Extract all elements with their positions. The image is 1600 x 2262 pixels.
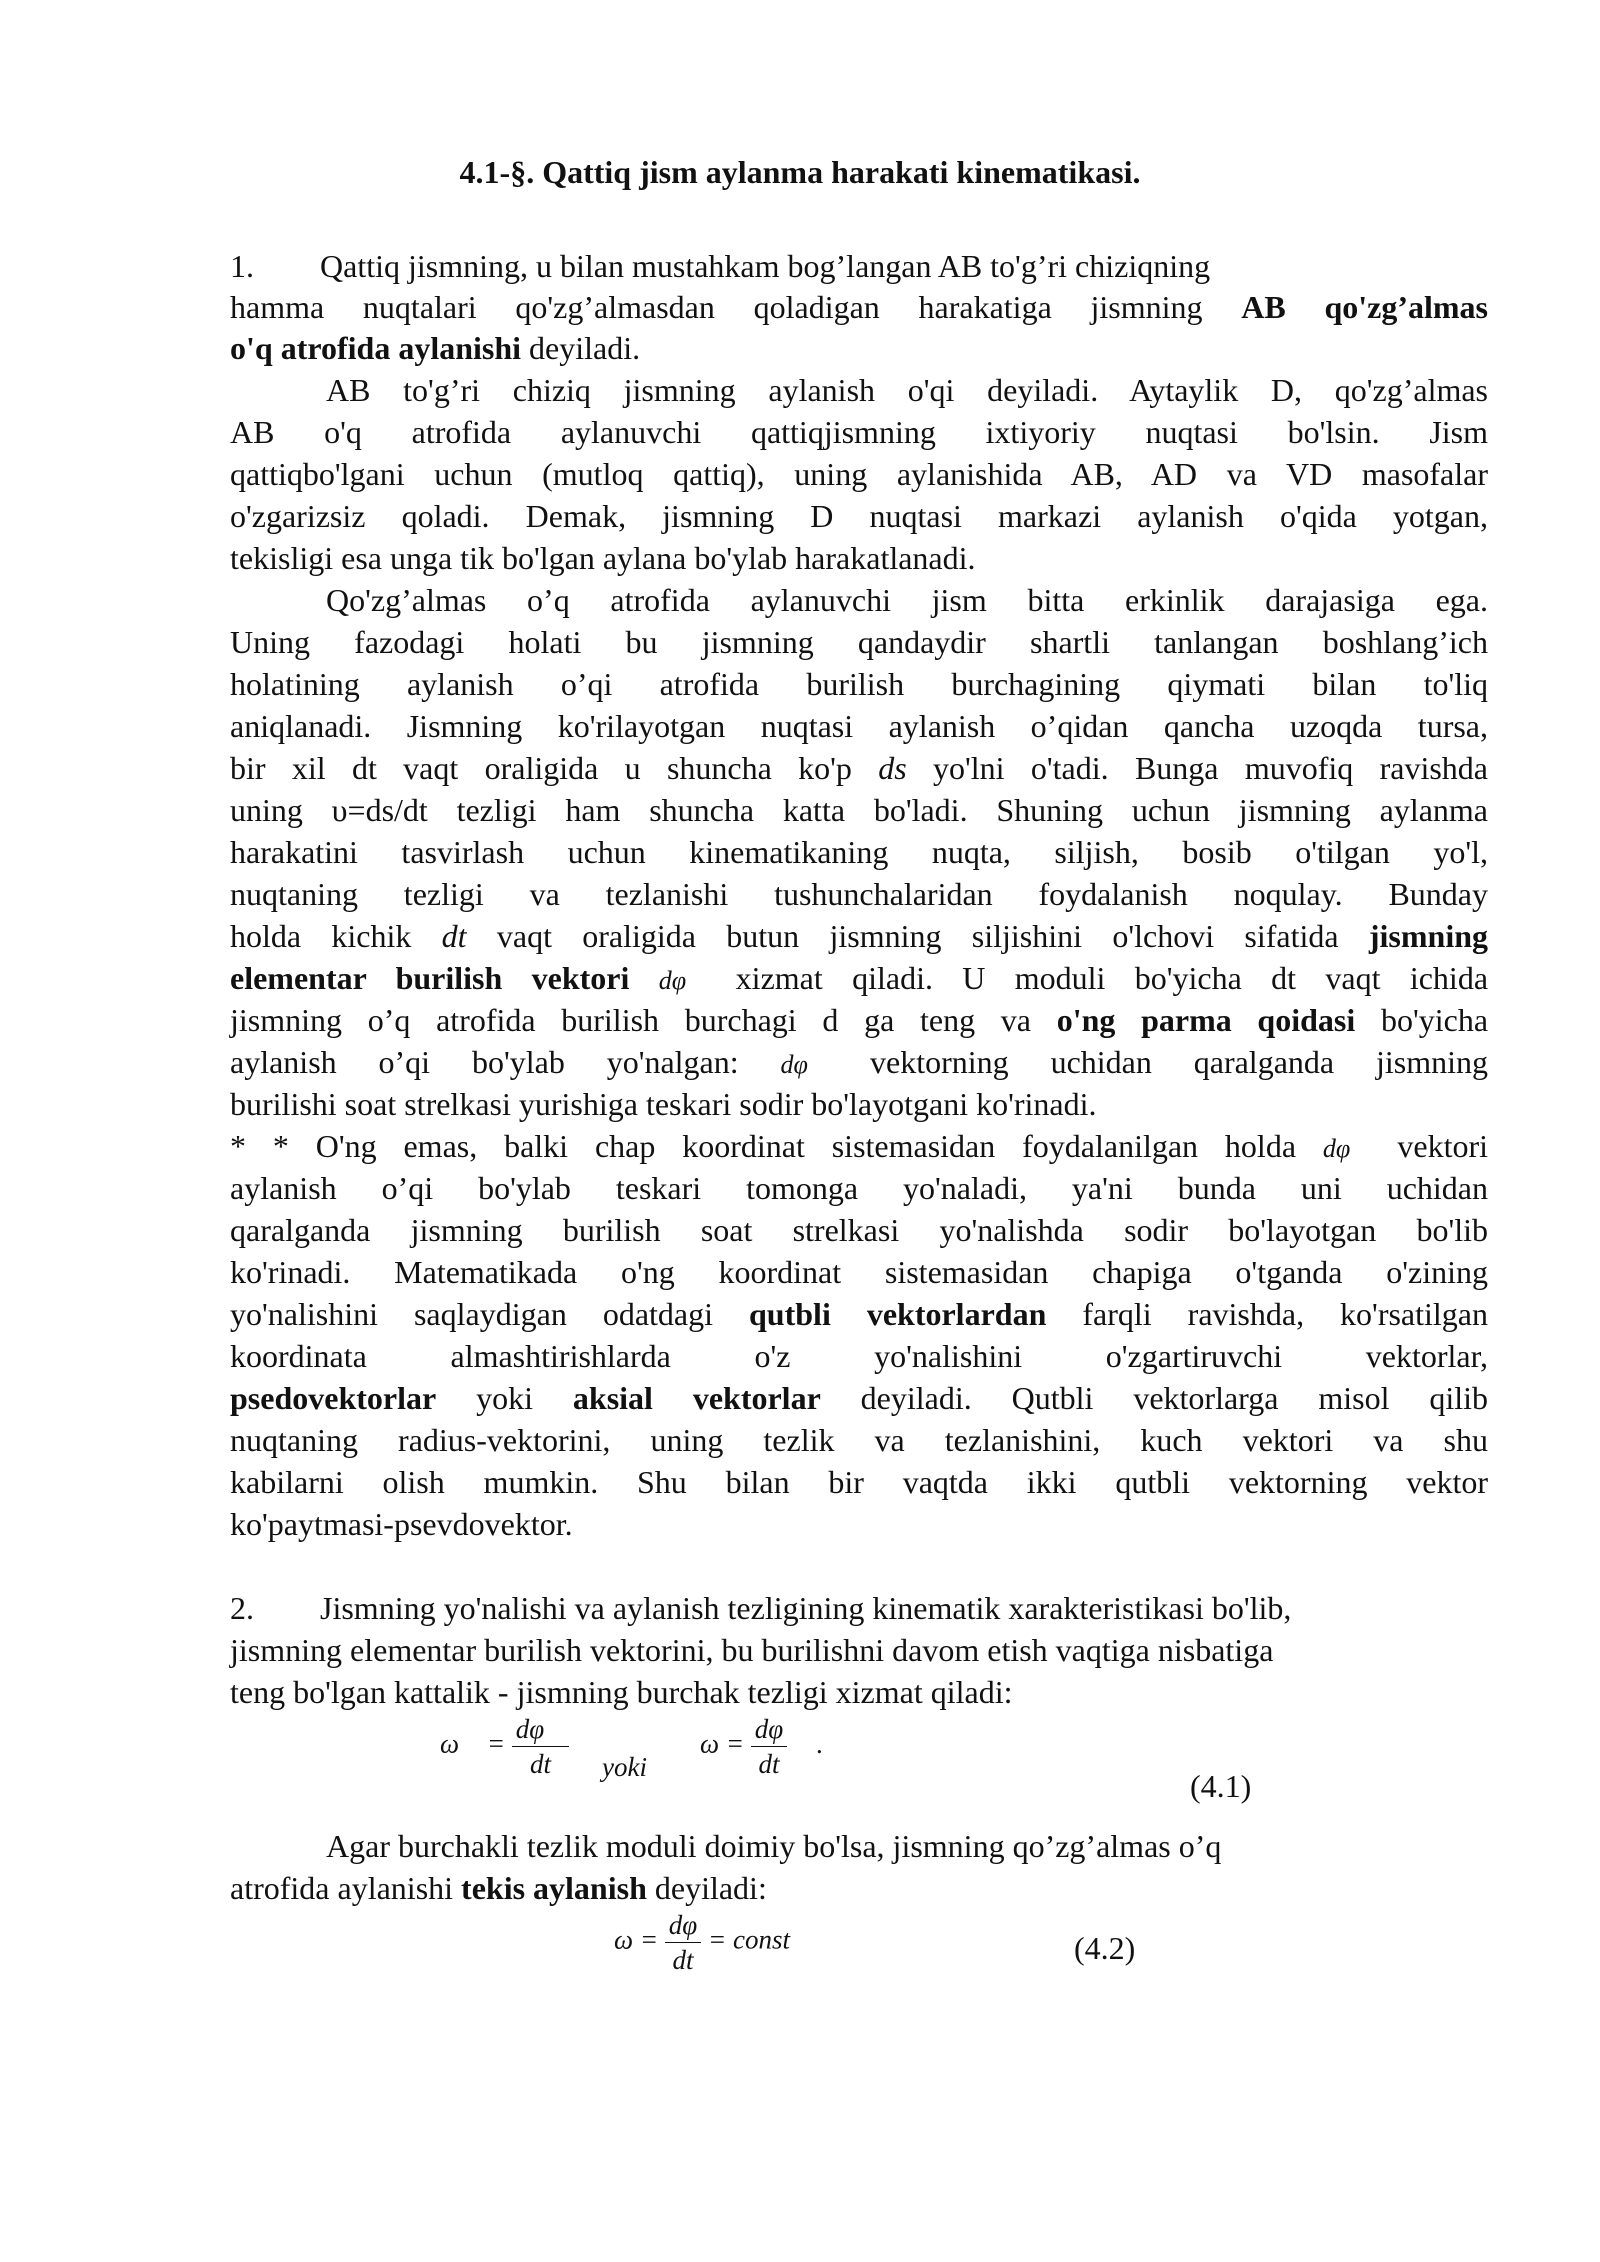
text: * * O'ng emas, balki chap koordinat sistemasidan foydalanilgan holda [230,1128,1297,1164]
p4-line-6: koordinata almashtirishlarda o'z yo'nalishini o'zgartiruvchi vektorlar, [230,1338,1488,1374]
p3-line-6: uning υ=ds/dt tezligi ham shuncha katta bo'ladi. Shuning uchun jismning aylanma [230,792,1488,828]
p2-line-5: tekisligi esa unga tik bo'lgan aylana bo'ylab harakatlanadi. [230,540,976,576]
text: Jismning yo'nalishi va aylanish tezligining kinematik xarakteristikasi bo'lib, [320,1590,1292,1626]
text: yo'lni o'tadi. Bunga muvofiq ravishda [906,750,1489,786]
bold-term: o'ng parma qoidasi [1056,1002,1356,1038]
p5-line-1 [230,1588,1488,1628]
p5-line-2: jismning elementar burilish vektorini, bu burilishni davom etish vaqtiga nisbatiga [230,1632,1274,1668]
bold-term: o'q atrofida aylanishi [230,330,522,366]
p3-line-4: aniqlanadi. Jismning ko'rilayotgan nuqtasi aylanish o’qidan qancha uzoqda tursa, [230,708,1488,744]
numerator: dφ⃗ [512,1712,569,1747]
period: . [815,1728,823,1759]
text: vektorning uchidan qaralganda jismning [828,1044,1489,1080]
bold-term: AB qo'zg’almas [1241,289,1489,325]
p2-line-2: AB o'q atrofida aylanuvchi qattiqjismning ixtiyoriy nuqtasi bo'lsin. Jism [230,414,1488,450]
p4-line-10: ko'paytmasi-psevdovektor. [230,1506,573,1542]
italic-term: dt [441,918,467,954]
item-number-2: 2. [230,1590,254,1626]
denominator: dt [530,1749,552,1779]
bold-term: psedovektorlar [230,1380,437,1416]
constant-term: = const [707,1924,790,1955]
p4-line-2: aylanish o’qi bo'ylab teskari tomonga yo'naladi, ya'ni bunda uni uchidan [230,1170,1488,1206]
p4-line-7 [230,1378,1488,1418]
p1-line-1 [230,246,1488,286]
p3-line-3: holatining aylanish o’qi atrofida burilish burchagining qiymati bilan to'liq [230,666,1488,702]
equation-4-1-left [440,1712,569,1781]
text: deyiladi. [521,330,641,366]
equation-4-2 [614,1908,790,1977]
p3-line-9 [230,916,1488,956]
text: holda kichik [230,918,442,954]
p2-line-3: qattiqbo'lgani uchun (mutloq qattiq), uning aylanishida AB, AD va VD masofalar [230,456,1488,492]
p2-line-1: AB to'g’ri chiziq jismning aylanish o'qi deyiladi. Aytaylik D, qo'zg’almas [326,372,1488,408]
bold-term: jismning [1368,918,1488,954]
text: deyiladi: [646,1870,767,1906]
p4-line-3: qaralganda jismning burilish soat strelkasi yo'nalishda sodir bo'layotgan bo'lib [230,1212,1488,1248]
denominator: dt [672,1945,694,1975]
bold-term: aksial vektorlar [572,1380,821,1416]
text: bir xil dt vaqt oraligida u shuncha ko'p [230,750,879,786]
p3-line-2: Uning fazodagi holati bu jismning qandaydir shartli tanlangan boshlang’ich [230,624,1488,660]
fraction [512,1712,569,1781]
p3-line-5 [230,748,1488,788]
fraction [665,1908,701,1977]
text: hamma nuqtalari qo'zg’almasdan qoladigan harakatiga jismning [230,289,1242,325]
p4-line-9: kabilarni olish mumkin. Shu bilan bir vaqtda ikki qutbli vektorning vektor [230,1464,1488,1500]
p2-line-4: o'zgarizsiz qoladi. Demak, jismning D nuqtasi markazi aylanish o'qida yotgan, [230,498,1488,534]
text: aylanish o’qi bo'ylab yo'nalgan: [230,1044,739,1080]
bold-term: tekis aylanish [461,1870,647,1906]
p3-line-8: nuqtaning tezligi va tezlanishi tushunchalaridan foydalanish noqulay. Bunday [230,876,1488,912]
omega-symbol: ω = [700,1728,745,1759]
text: deyiladi. Qutbli vektorlarga misol qilib [820,1380,1489,1416]
p4-line-1 [230,1126,1488,1169]
p3-line-13: burilishi soat strelkasi yurishiga teskari sodir bo'layotgani ko'rinadi. [230,1086,1097,1122]
italic-term: ds [878,750,907,786]
math-symbol: dφ⃗ [1322,1134,1371,1163]
p4-line-5 [230,1294,1488,1334]
text: xizmat qiladi. U moduli bo'yicha dt vaqt ichida [706,960,1489,996]
omega-vector-symbol: ω⃗ = [440,1728,506,1759]
p4-line-4: ko'rinadi. Matematikada o'ng koordinat sistemasidan chapiga o'tganda o'zining [230,1254,1488,1290]
section-heading: 4.1-§. Qattiq jism aylanma harakati kinematikasi. [459,154,1141,190]
p3-line-1: Qo'zg’almas o’q atrofida aylanuvchi jism bitta erkinlik darajasiga ega. [326,582,1488,618]
p4-line-8: nuqtaning radius-vektorini, uning tezlik va tezlanishini, kuch vektori va shu [230,1422,1488,1458]
bold-term: elementar burilish vektori [230,960,630,996]
text: bo'yicha [1355,1002,1489,1038]
math-symbol: dφ⃗ [780,1050,829,1079]
p3-line-12 [230,1042,1488,1085]
equation-4-1-right [700,1712,823,1781]
equation-number-4-2: (4.2) [1074,1930,1136,1966]
p6-line-2 [230,1868,1488,1908]
numerator: dφ [751,1712,787,1747]
text: vaqt oraligida butun jismning siljishini o'lchovi sifatida [466,918,1369,954]
fraction [751,1712,787,1781]
text: Qattiq jismning, u bilan mustahkam bog’langan AB to'g’ri chiziqning [320,248,1211,284]
denominator: dt [758,1749,780,1779]
omega-symbol: ω = [614,1924,659,1955]
p1-line-3 [230,328,1488,368]
text: yo'nalishini saqlaydigan odatdagi [230,1296,749,1332]
equation-conjunction: yoki [602,1752,647,1782]
text: vektori [1370,1128,1489,1164]
p1-line-2 [230,287,1488,327]
p3-line-10 [230,958,1488,1001]
math-symbol: dφ⃗ [658,966,707,995]
p6-line-1: Agar burchakli tezlik moduli doimiy bo'lsa, jismning qo’zg’almas o’q [326,1828,1222,1864]
p3-line-7: harakatini tasvirlash uchun kinematikaning nuqta, siljish, bosib o'tilgan yo'l, [230,834,1488,870]
p5-line-3: teng bo'lgan kattalik - jismning burchak tezligi xizmat qiladi: [230,1674,1013,1710]
text: farqli ravishda, ko'rsatilgan [1046,1296,1489,1332]
item-number-1: 1. [230,248,254,284]
equation-number-4-1: (4.1) [1190,1768,1252,1804]
text: yoki [436,1380,573,1416]
text: jismning o’q atrofida burilish burchagi d ga teng va [230,1002,1057,1038]
bold-term: qutbli vektorlardan [749,1296,1047,1332]
text: atrofida aylanishi [230,1870,462,1906]
p3-line-11 [230,1000,1488,1040]
numerator: dφ [665,1908,701,1943]
